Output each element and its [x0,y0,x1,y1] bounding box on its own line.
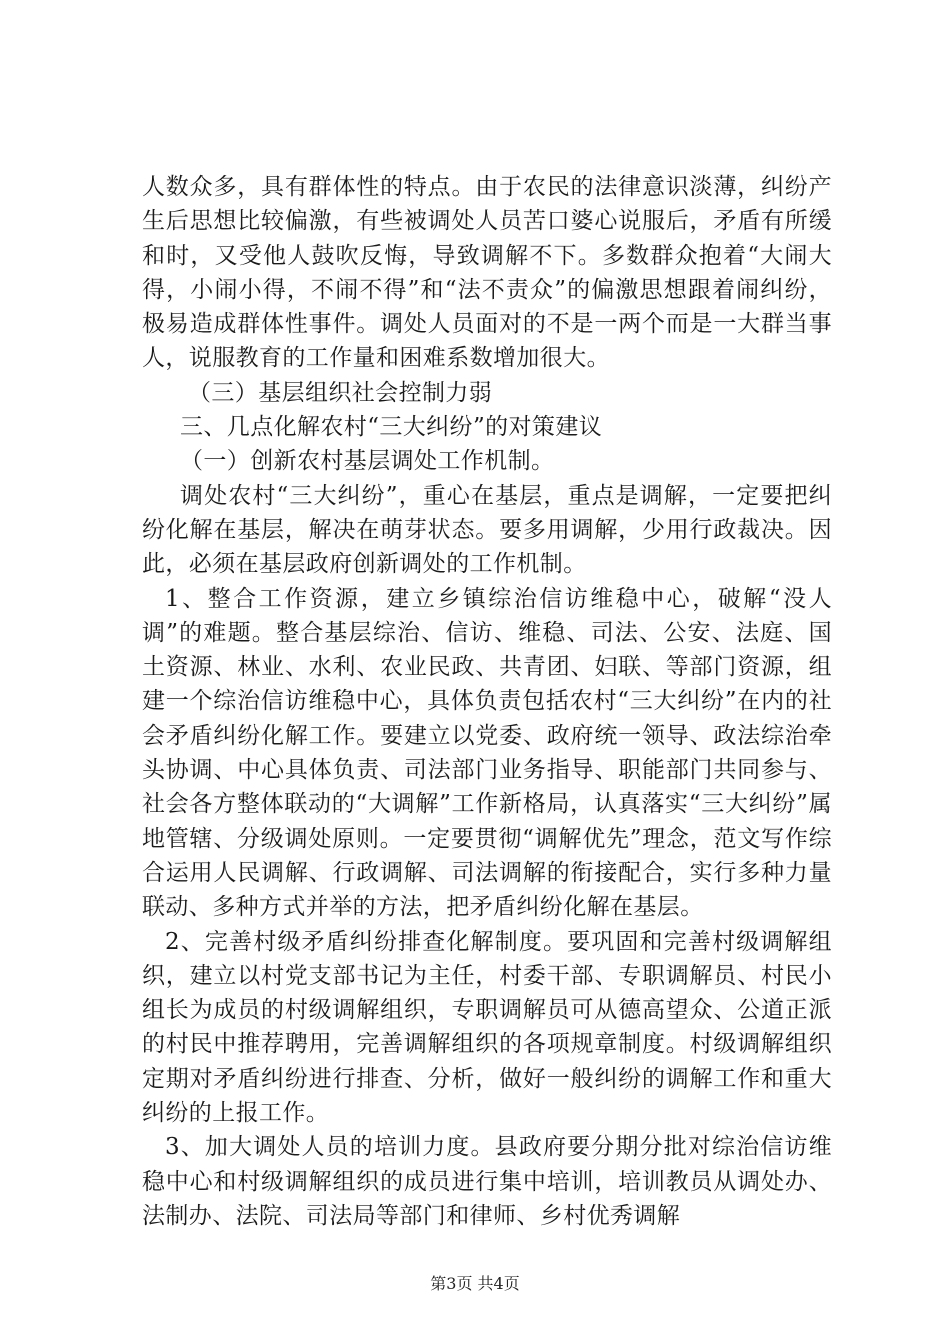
page-number-footer: 第3页 共4页 [430,1274,520,1293]
paragraph-item-1: 1、整合工作资源，建立乡镇综治信访维稳中心，破解“没人调”的难题。整合基层综治、信访、维稳、司法、公安、法庭、国土资源、林业、水利、农业民政、共青团、妇联、等部门资源，组建一个综治信访维稳中心，具体负责包括农村“三大纠纷”在内的社会矛盾纠纷化解工作。要建立以党委、政府统一领导、政法综治牵头协调、中心具体负责、司法部门业务指导、职能部门共同参与、社会各方整体联动的“大调解”工作新格局，认真落实“三大纠纷”属地管辖、分级调处原则。一定要贯彻“调解优先”理念，范文写作综合运用人民调解、行政调解、司法调解的衔接配合，实行多种力量联动、多种方式并举的方法，把矛盾纠纷化解在基层。 [142,585,832,921]
paragraph-item-2: 2、完善村级矛盾纠纷排查化解制度。要巩固和完善村级调解组织，建立以村党支部书记为主任，村委干部、专职调解员、村民小组长为成员的村级调解组织，专职调解员可从德高望众、公道正派的村民中推荐聘用，完善调解组织的各项规章制度。村级调解组织定期对矛盾纠纷进行排查、分析，做好一般纠纷的调解工作和重大纠纷的上报工作。 [142,928,832,1127]
subheading-grassroots-control: （三）基层组织社会控制力弱 [188,379,493,406]
paragraph-mediation-focus: 调处农村“三大纠纷”，重心在基层，重点是调解，一定要把纠纷化解在基层，解决在萌芽状态。要多用调解，少用行政裁决。因此，必须在基层政府创新调处的工作机制。 [142,482,832,578]
paragraph-continuation: 人数众多，具有群体性的特点。由于农民的法律意识淡薄，纠纷产生后思想比较偏激，有些被调处人员苦口婆心说服后，矛盾有所缓和时，又受他人鼓吹反悔，导致调解不下。多数群众抱着“大闹大得，小闹小得，不闹不得”和“法不责众”的偏激思想跟着闹纠纷，极易造成群体性事件。调处人员面对的不是一两个而是一大群当事人，说服教育的工作量和困难系数增加很大。 [142,174,832,372]
body-text [142,170,832,1233]
section-heading-countermeasures: 三、几点化解农村“三大纠纷”的对策建议 [180,414,603,441]
paragraph-item-3: 3、加大调处人员的培训力度。县政府要分期分批对综治信访维稳中心和村级调解组织的成员进行集中培训，培训教员从调处办、法制办、法院、司法局等部门和律师、乡村优秀调解 [142,1134,832,1229]
subheading-innovate-mechanism: （一）创新农村基层调处工作机制。 [180,448,555,475]
